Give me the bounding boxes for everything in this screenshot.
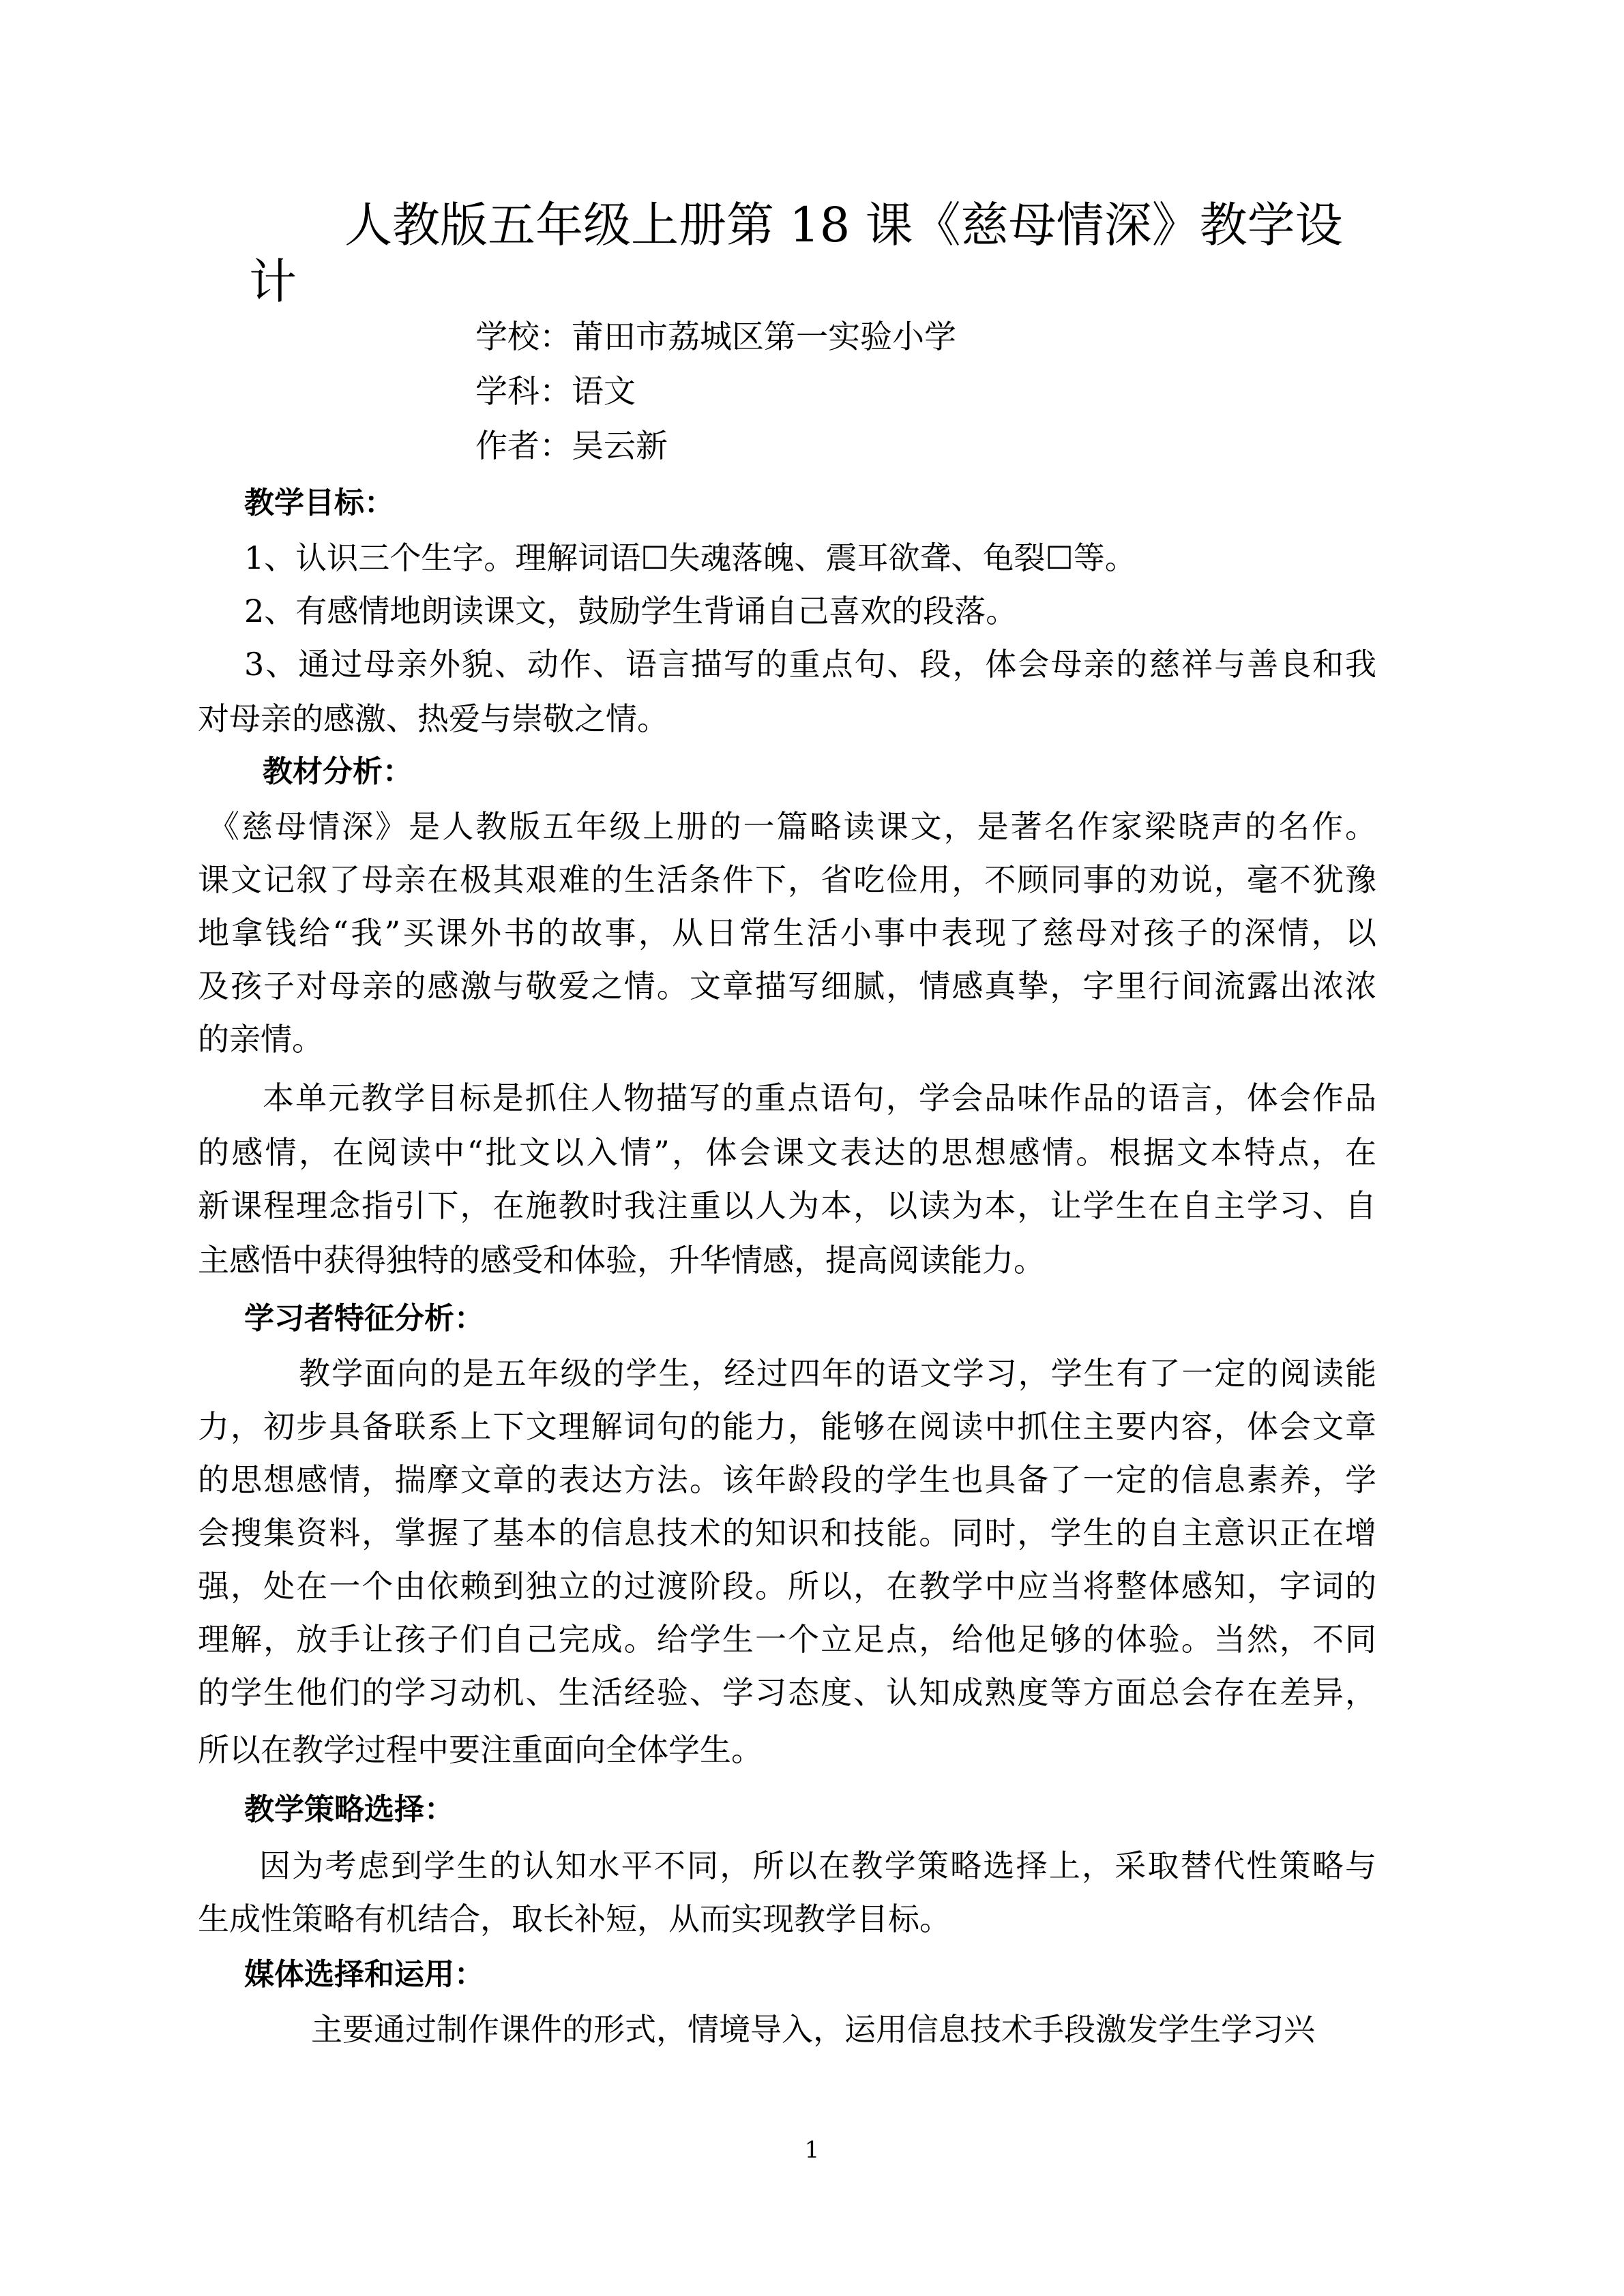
material-p2-line-1: 本单元教学目标是抓住人物描写的重点语句，学会品味作品的语言，体会作品 (263, 1079, 1376, 1116)
learners-line-5: 强，处在一个由依赖到独立的过渡阶段。所以，在教学中应当将整体感知，字词的 (198, 1568, 1376, 1605)
school-field: 学校：莆田市荔城区第一实验小学 (475, 318, 956, 356)
goal-item-3-line-1: 3、通过母亲外貌、动作、语言描写的重点句、段，体会母亲的慈祥与善良和我 (244, 646, 1376, 683)
material-p2-line-4: 主感悟中获得独特的感受和体验，升华情感，提高阅读能力。 (198, 1242, 1045, 1279)
material-p1-line-4: 及孩子对母亲的感激与敬爱之情。文章描写细腻，情感真挚，字里行间流露出浓浓 (198, 968, 1376, 1004)
learners-line-7: 的学生他们的学习动机、生活经验、学习态度、认知成熟度等方面总会存在差异， (198, 1674, 1376, 1711)
document-title: 人教版五年级上册第 18 课《慈母情深》教学设 (344, 197, 1343, 253)
strategy-line-2: 生成性策略有机结合，取长补短，从而实现教学目标。 (198, 1900, 951, 1937)
page-number: 1 (804, 2136, 820, 2164)
material-p1-line-3: 地拿钱给“我”买课外书的故事，从日常生活小事中表现了慈母对孩子的深情，以 (198, 914, 1376, 951)
material-p1-line-5: 的亲情。 (198, 1021, 323, 1058)
learners-line-3: 的思想感情，揣摩文章的表达方法。该年龄段的学生也具备了一定的信息素养，学 (198, 1461, 1376, 1498)
goal-item-2: 2、有感情地朗读课文，鼓励学生背诵自己喜欢的段落。 (244, 593, 1018, 629)
material-p1-line-1: 《慈母情深》是人教版五年级上册的一篇略读课文，是著名作家梁晓声的名作。 (208, 808, 1376, 845)
learners-line-8: 所以在教学过程中要注重面向全体学生。 (198, 1731, 763, 1768)
media-line-1: 主要通过制作课件的形式，情境导入，运用信息技术手段激发学生学习兴 (311, 2011, 1315, 2048)
strategy-heading: 教学策略选择： (244, 1792, 454, 1827)
material-p2-line-2: 的感情，在阅读中“批文以入情”，体会课文表达的思想感情。根据文本特点，在 (198, 1134, 1376, 1171)
material-heading: 教材分析： (263, 754, 413, 789)
goals-heading: 教学目标： (244, 486, 394, 520)
material-p1-line-2: 课文记叙了母亲在极其艰难的生活条件下，省吃俭用，不顾同事的劝说，毫不犹豫 (198, 861, 1376, 898)
learners-line-1: 教学面向的是五年级的学生，经过四年的语文学习，学生有了一定的阅读能 (299, 1355, 1376, 1392)
learners-line-2: 力，初步具备联系上下文理解词句的能力，能够在阅读中抓住主要内容，体会文章 (198, 1408, 1376, 1445)
document-title-continued: 计 (249, 254, 297, 310)
goal-item-3-line-2: 对母亲的感激、热爱与崇敬之情。 (198, 700, 668, 737)
strategy-line-1: 因为考虑到学生的认知水平不同，所以在教学策略选择上，采取替代性策略与 (259, 1847, 1376, 1884)
learners-line-4: 会搜集资料，掌握了基本的信息技术的知识和技能。同时，学生的自主意识正在增 (198, 1515, 1376, 1551)
learners-line-6: 理解，放手让孩子们自己完成。给学生一个立足点，给他足够的体验。当然，不同 (198, 1621, 1376, 1658)
media-heading: 媒体选择和运用： (244, 1957, 484, 1992)
goal-item-1: 1、认识三个生字。理解词语☐失魂落魄、震耳欲聋、龟裂☐等。 (244, 539, 1136, 576)
learners-heading: 学习者特征分析： (244, 1301, 484, 1336)
subject-field: 学科：语文 (475, 373, 636, 411)
author-field: 作者：吴云新 (475, 428, 668, 465)
material-p2-line-3: 新课程理念指引下，在施教时我注重以人为本，以读为本，让学生在自主学习、自 (198, 1187, 1376, 1224)
